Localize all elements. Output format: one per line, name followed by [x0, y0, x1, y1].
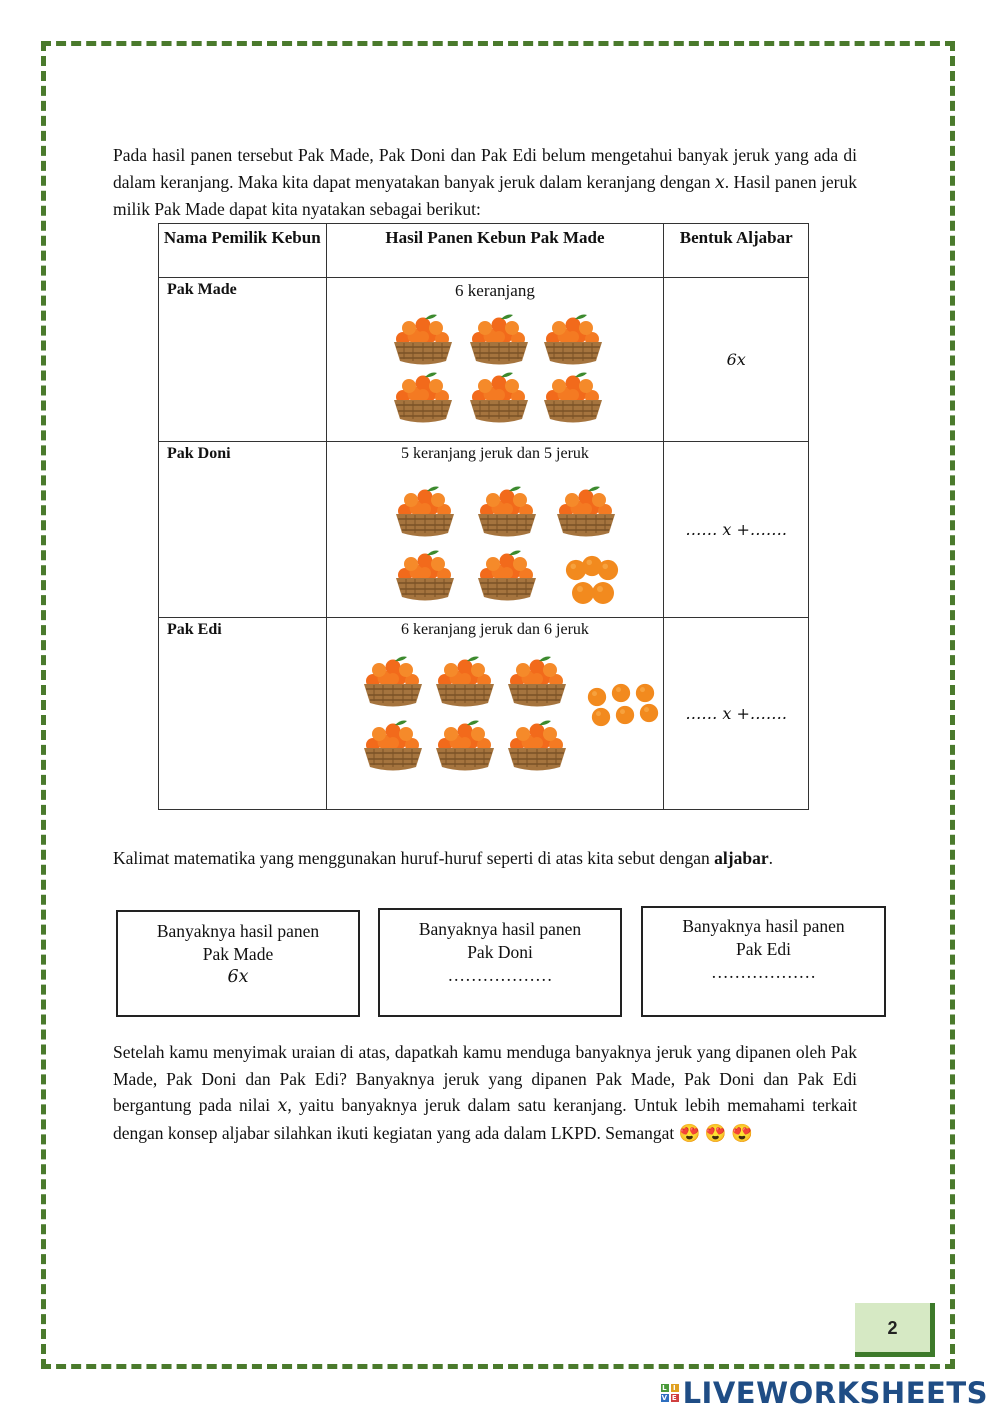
algebra-form: …… x +……. [664, 618, 809, 810]
box-value: ……………… [711, 962, 816, 982]
orange-icon [587, 687, 607, 707]
variable-x: x [714, 172, 725, 193]
orange-basket-icon [431, 653, 499, 709]
orange-basket-icon [503, 717, 571, 773]
intro-paragraph: Pada hasil panen tersebut Pak Made, Pak Doni dan Pak Edi belum mengetahui banyak jeruk yang ada di dalam keranjang. Maka kita dapat menyatakan banyak jeruk dalam keranjang dengan x. Hasil panen jeruk milik Pak Made dapat kita nyatakan sebagai berikut: [113, 145, 857, 219]
box-owner: Pak Edi [736, 939, 791, 959]
orange-basket-icon [431, 717, 499, 773]
harvest-box-pak-doni [378, 908, 622, 1017]
orange-basket-icon [539, 311, 607, 367]
orange-basket-icon [465, 311, 533, 367]
orange-icon [591, 581, 615, 605]
harvest-description: 6 keranjang jeruk dan 6 jeruk [400, 621, 589, 638]
harvest-description-cell [326, 442, 664, 618]
variable-x: x [277, 1096, 288, 1116]
harvest-table [158, 223, 809, 810]
table-row [159, 618, 809, 810]
box-owner: Pak Doni [467, 942, 533, 962]
box-owner: Pak Made [202, 944, 274, 964]
basket-group [327, 639, 664, 805]
loose-oranges [563, 555, 619, 611]
header-owner: Nama Pemilik Kebun [159, 224, 327, 278]
harvest-description: 6 keranjang [455, 281, 535, 300]
definition-paragraph: Kalimat matematika yang menggunakan huruf-huruf seperti di atas kita sebut dengan aljabar. [113, 848, 773, 868]
orange-basket-icon [473, 547, 541, 603]
owner-name: Pak Edi [159, 618, 327, 810]
orange-basket-icon [391, 547, 459, 603]
orange-icon [615, 705, 635, 725]
header-algebra: Bentuk Aljabar [664, 224, 809, 278]
box-title: Banyaknya hasil panen [418, 919, 582, 939]
orange-basket-icon [539, 369, 607, 425]
table-row [159, 442, 809, 618]
liveworksheets-logo [661, 1376, 988, 1410]
box-title: Banyaknya hasil panen [682, 916, 845, 936]
orange-icon [591, 707, 611, 727]
orange-basket-icon [389, 369, 457, 425]
harvest-box-pak-made [116, 910, 360, 1017]
orange-basket-icon [389, 311, 457, 367]
loose-oranges [585, 683, 661, 729]
orange-icon [611, 683, 631, 703]
box-value: ……………… [447, 965, 553, 985]
orange-basket-icon [359, 717, 427, 773]
owner-name: Pak Doni [159, 442, 327, 618]
harvest-description-cell [326, 618, 664, 810]
orange-basket-icon [473, 483, 541, 539]
closing-paragraph: Setelah kamu menyimak uraian di atas, dapatkah kamu menduga banyaknya jeruk yang dipanen oleh Pak Made, Pak Doni dan Pak Edi? Banyaknya jeruk yang dipanen Pak Made, Pak Doni dan Pak Edi bergantung pada nilai x, yaitu banyaknya jeruk dalam satu keranjang. Untuk lebih memahami terkait dengan konsep aljabar silahkan ikuti kegiatan yang ada dalam LKPD. Semangat 😍 😍 😍 [113, 1042, 858, 1143]
algebra-form: …… x +……. [664, 442, 809, 618]
orange-basket-icon [391, 483, 459, 539]
orange-icon [639, 703, 659, 723]
table-row [159, 278, 809, 442]
orange-basket-icon [503, 653, 571, 709]
box-title: Banyaknya hasil panen [156, 921, 320, 941]
heart-eyes-emoji: 😍 😍 😍 [678, 1122, 753, 1143]
orange-icon [597, 559, 619, 581]
header-harvest: Hasil Panen Kebun Pak Made [326, 224, 664, 278]
owner-name: Pak Made [159, 278, 327, 442]
orange-basket-icon [552, 483, 620, 539]
orange-basket-icon [359, 653, 427, 709]
box-value: 6x [227, 967, 249, 987]
harvest-box-pak-edi [641, 906, 886, 1017]
table-header-row [159, 224, 809, 278]
page-number: 2 [855, 1303, 935, 1357]
harvest-description: 5 keranjang jeruk dan 5 jeruk [400, 445, 589, 462]
orange-icon [635, 683, 655, 703]
orange-basket-icon [465, 369, 533, 425]
basket-group [327, 463, 664, 613]
brand-name: LIVEWORKSHEETS [682, 1376, 988, 1410]
harvest-description-cell [326, 278, 664, 442]
term-aljabar: aljabar [714, 848, 769, 868]
brand-logo-icon: L I V E [661, 1384, 678, 1402]
algebra-form: 6x [664, 278, 809, 442]
basket-group [327, 301, 664, 431]
